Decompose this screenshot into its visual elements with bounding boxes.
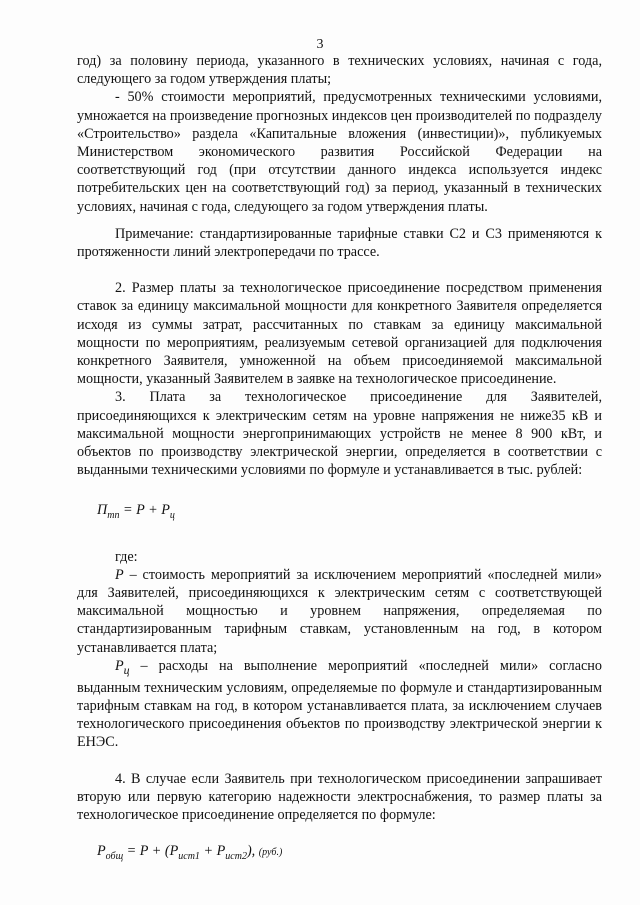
paragraph-item-3: 3. Плата за технологическое присоединение для Заявителей, присоединяющихся к электрическим сетям на уровне напряжения не ниже35 кВ и максимальной мощности энергопринимающих устройств не менее 8 900 кВт, и объектов по производству электрической энергии, определяется в соответствии с выданными техническими условиями по формуле и устанавливается в тыс. рублей: <box>77 389 602 479</box>
formula-pobsh: $P_{общ} = P + (P_{ист1} + P_{ист2})$, (руб.) <box>97 843 283 862</box>
paragraph-bullet-50-percent: - 50% стоимости мероприятий, предусмотренных техническими условиями, умножается на произведение прогнозных индексов цен производителей по подразделу «Строительство» раздела «Капитальные вложения (инвестиции)», публикуемых Министерством экономического развития Российской Федерации на соответствующий год (при отсутствии данного индекса используется индекс потребительских цен на соответствующий год) за период, указанный в технических условиях, начиная с года, следующего за годом утверждения платы. <box>77 89 602 215</box>
page-number: 3 <box>316 37 324 52</box>
paragraph-item-2: 2. Размер платы за технологическое присоединение посредством применения ставок за единицу максимальной мощности для конкретного Заявителя определяется исходя из суммы затрат, рассчитанных по ставкам за единицу максимальной мощности по мероприятиям, реализуемым сетевой организацией для подключения конкретного Заявителя, умноженной на объем присоединяемой максимальной мощности, указанный Заявителем в заявке на технологическое присоединение. <box>77 280 602 388</box>
paragraph-where: где: <box>115 548 138 565</box>
paragraph-p-definition: P – стоимость мероприятий за исключением мероприятий «последней мили» для Заявителей, присоединяющихся к электрическим сетям с соответствующей максимальной мощностью и уровнем напряжения, определяемая по стандартизированным тарифным ставкам, установленным на год, в котором устанавливается плата; <box>77 566 602 656</box>
paragraph-pu-definition: $P_ц$ – расходы на выполнение мероприятий «последней мили» согласно выданным техническим условиям, определяемые по формуле и стандартизированным тарифным ставкам на год, в котором устанавливается плата, за исключением случаев технологического присоединения объектов по производству электрической энергии к ЕНЭС. <box>77 657 602 751</box>
paragraph-continuation: год) за половину периода, указанного в технических условиях, начиная с года, следующего за годом утверждения платы; <box>77 53 602 88</box>
document-body <box>77 52 602 866</box>
paragraph-item-4: 4. В случае если Заявитель при технологическом присоединении запрашивает вторую или первую категорию надежности электроснабжения, то размер платы за технологическое присоединение определяется по формуле: <box>77 770 602 823</box>
paragraph-note: Примечание: стандартизированные тарифные ставки С2 и С3 применяются к протяженности линий электропередачи по трассе. <box>77 225 602 261</box>
formula-ptp: $П_{тп} = P + P_ц$ <box>97 502 175 522</box>
